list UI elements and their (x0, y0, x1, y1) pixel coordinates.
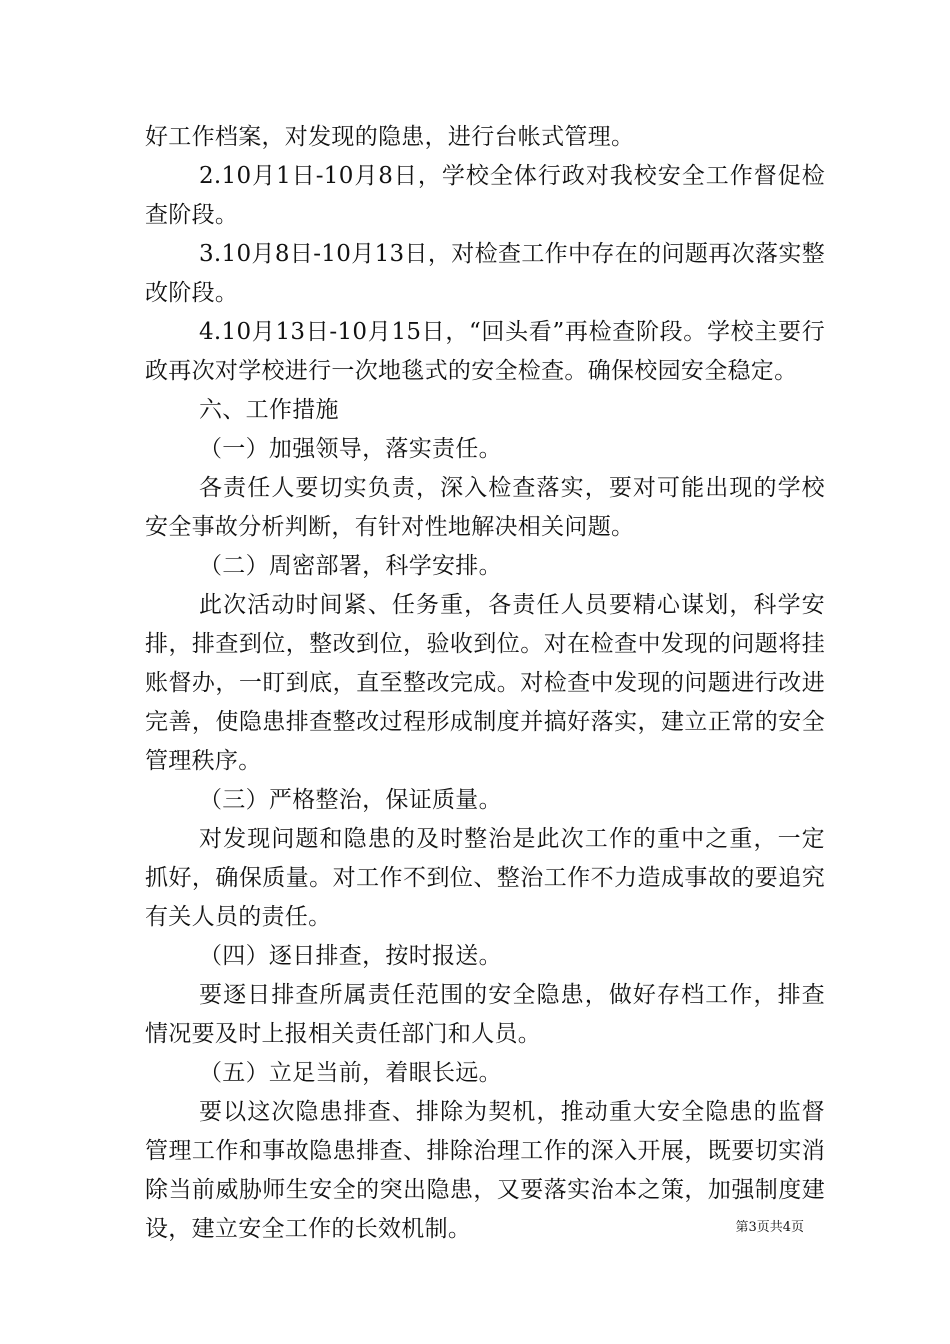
paragraph-measure-1: 各责任人要切实负责，深入检查落实，要对可能出现的学校安全事故分析判断，有针对性地解决相关问题。 (145, 475, 825, 540)
document-body (145, 118, 825, 1249)
subheading-4: （四）逐日排查，按时报送。 (199, 943, 502, 969)
paragraph-measure-3: 对发现问题和隐患的及时整治是此次工作的重中之重，一定抓好，确保质量。对工作不到位、整治工作不力造成事故的要追究有关人员的责任。 (145, 826, 825, 930)
paragraph-measure-2: 此次活动时间紧、任务重，各责任人员要精心谋划，科学安排，排查到位，整改到位，验收到位。对在检查中发现的问题将挂账督办，一盯到底，直至整改完成。对检查中发现的问题进行改进完善，使隐患排查整改过程形成制度并搞好落实，建立正常的安全管理秩序。 (145, 592, 825, 774)
subheading-2: （二）周密部署，科学安排。 (199, 553, 502, 579)
subheading-5: （五）立足当前，着眼长远。 (199, 1060, 502, 1086)
paragraph-stage-3: 3.10月8日-10月13日，对检查工作中存在的问题再次落实整改阶段。 (145, 241, 825, 306)
paragraph-stage-2: 2.10月1日-10月8日，学校全体行政对我校安全工作督促检查阶段。 (145, 163, 825, 228)
paragraph-stage-4: 4.10月13日-10月15日，“回头看”再检查阶段。学校主要行政再次对学校进行一次地毯式的安全检查。确保校园安全稳定。 (145, 319, 825, 384)
subheading-1: （一）加强领导，落实责任。 (199, 436, 502, 462)
section-heading-measures: 六、工作措施 (199, 397, 339, 423)
page-number: 第3页共4页 (735, 1220, 804, 1235)
paragraph-measure-5: 要以这次隐患排查、排除为契机，推动重大安全隐患的监督管理工作和事故隐患排查、排除治理工作的深入开展，既要切实消除当前威胁师生安全的突出隐患，又要落实治本之策，加强制度建设，建立安全工作的长效机制。 (145, 1099, 825, 1242)
paragraph-continuation: 好工作档案，对发现的隐患，进行台帐式管理。 (145, 124, 635, 150)
subheading-3: （三）严格整治，保证质量。 (199, 787, 502, 813)
paragraph-measure-4: 要逐日排查所属责任范围的安全隐患，做好存档工作，排查情况要及时上报相关责任部门和人员。 (145, 982, 825, 1047)
